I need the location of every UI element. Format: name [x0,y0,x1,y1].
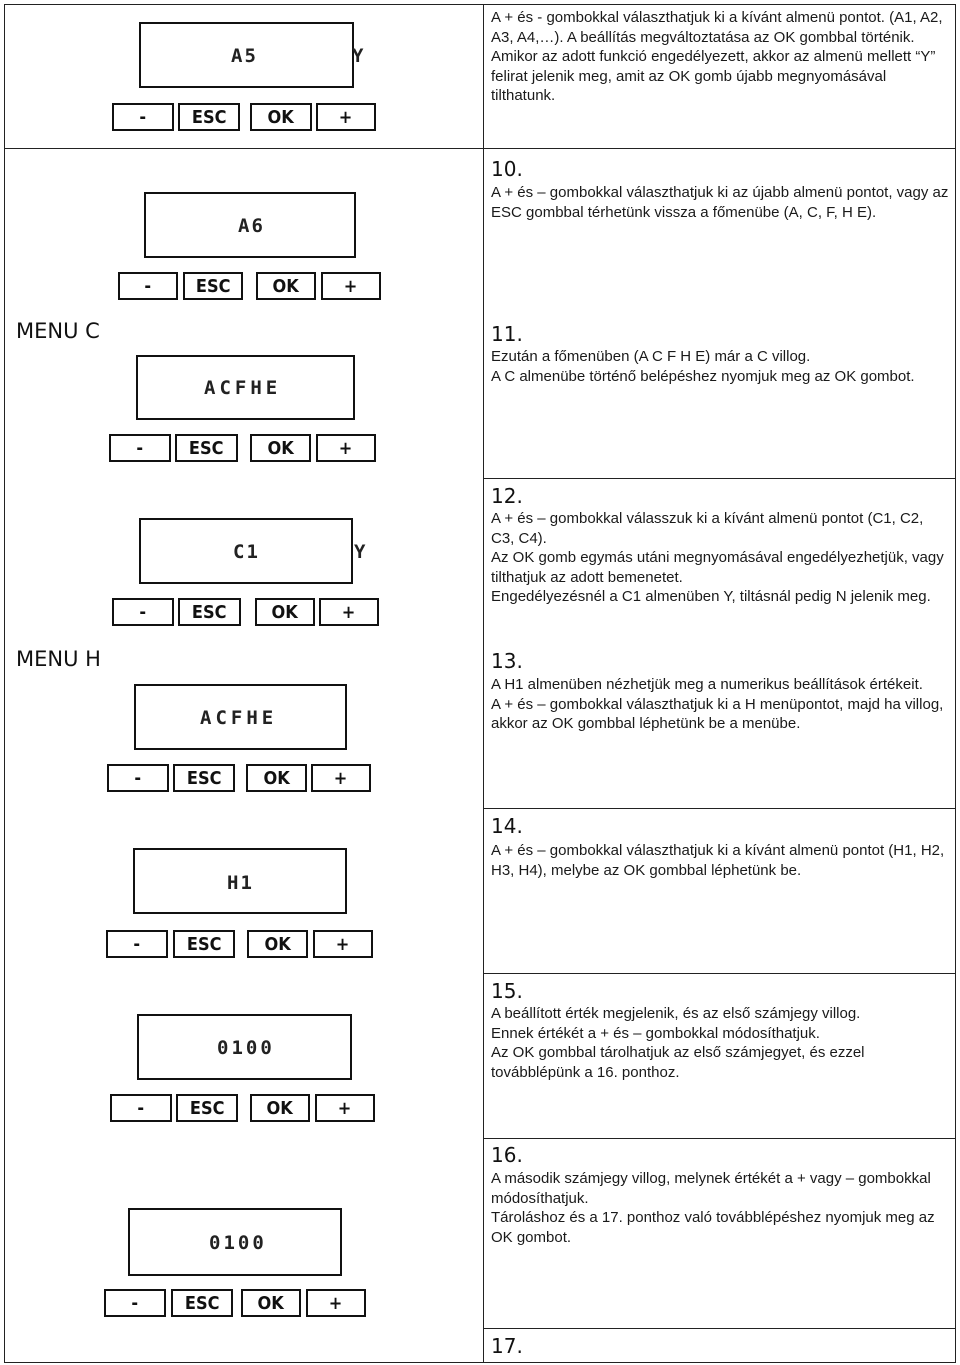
step-16-description [491,1169,949,1247]
minus-button[interactable]: - [107,764,169,792]
minus-button[interactable]: - [109,434,171,462]
lcd-readout: C1 Y [233,541,368,563]
row-divider [483,808,956,809]
row-divider [4,148,956,149]
esc-button[interactable]: ESC [171,1289,233,1317]
esc-button[interactable]: ESC [176,1094,238,1122]
paragraph: A + és – gombokkal választhatjuk ki a kívánt almenü pontot (H1, H2, H3, H4), melybe az OK gombbal léphetünk be. [491,842,945,879]
ok-button[interactable]: OK [256,272,316,300]
row-divider [483,1138,956,1139]
menu-h-heading: MENU H [16,647,101,671]
lcd-readout: H1 [227,872,254,894]
plus-button[interactable]: + [319,598,379,626]
step-number: 15. [491,979,523,1003]
paragraph: A C almenübe történő belépéshez nyomjuk meg az OK gombot. [491,367,915,385]
ok-button[interactable]: OK [247,930,308,958]
esc-button[interactable]: ESC [173,930,235,958]
plus-button[interactable]: + [321,272,381,300]
paragraph: Engedélyezésnél a C1 almenüben Y, tiltásnál pedig N jelenik meg. [491,588,931,605]
lcd-display [139,22,366,88]
column-divider [483,4,484,148]
step-13-description [491,675,949,734]
paragraph: Amikor az adott funkció engedélyezett, akkor az almenü mellett “Y” felirat jelenik meg, amit az OK gomb újabb megnyomásával tilthatunk. [491,48,936,104]
minus-button[interactable]: - [104,1289,166,1317]
paragraph: Az OK gomb egymás utáni megnyomásával engedélyezhetjük, vagy tilthatjuk az adott bemenetet. [491,549,944,586]
lcd-readout: 0100 [209,1232,267,1254]
minus-button[interactable]: - [118,272,178,300]
ok-button[interactable]: OK [250,1094,310,1122]
minus-button[interactable]: - [112,598,174,626]
esc-button[interactable]: ESC [173,764,235,792]
step-number: 13. [491,649,523,673]
column-divider [483,148,484,315]
paragraph: A + és – gombokkal válasszuk ki a kívánt almenü pontot (C1, C2, C3, C4). [491,510,924,547]
lcd-display [134,684,347,750]
step-number: 12. [491,484,523,508]
step-number: 17. [491,1334,523,1358]
column-divider [483,645,484,1363]
menu-c-heading: MENU C [16,319,100,343]
step-11-description [491,347,949,386]
minus-button[interactable]: - [110,1094,172,1122]
step-15-description [491,1004,949,1082]
lcd-display [137,1014,352,1080]
esc-button[interactable]: ESC [178,103,240,131]
row-divider [483,973,956,974]
lcd-readout: ACFHE [204,377,282,399]
paragraph: Tároláshoz és a 17. ponthoz való továbblépéshez nyomjuk meg az OK gombot. [491,1209,935,1246]
esc-button[interactable]: ESC [183,272,243,300]
step-a5-description [491,8,949,106]
lcd-readout: A5 Y [231,45,366,67]
lcd-readout: ACFHE [200,707,278,729]
plus-button[interactable]: + [315,1094,375,1122]
paragraph: A H1 almenüben nézhetjük meg a numerikus beállítások értékeit. [491,676,923,693]
row-divider [483,478,956,479]
lcd-display [144,192,356,258]
paragraph: A + és – gombokkal választhatjuk ki az újabb almenü pontot, vagy az ESC gombbal térhetünk vissza a főmenübe (A, C, F, H E). [491,184,949,221]
step-number: 16. [491,1143,523,1167]
step-10-description [491,183,949,222]
plus-button[interactable]: + [311,764,371,792]
paragraph: Ezután a főmenüben (A C F H E) már a C villog. [491,348,811,365]
lcd-readout: A6 [238,215,265,237]
ok-button[interactable]: OK [241,1289,301,1317]
step-number: 14. [491,814,523,838]
paragraph: A beállított érték megjelenik, és az első számjegy villog. [491,1005,861,1022]
paragraph: Az OK gombbal tárolhatjuk az első számjegyet, és ezzel továbblépünk a 16. ponthoz. [491,1044,865,1081]
ok-button[interactable]: OK [250,434,311,462]
ok-button[interactable]: OK [246,764,307,792]
esc-button[interactable]: ESC [178,598,241,626]
row-divider [483,1328,956,1329]
paragraph: A második számjegy villog, melynek értékét a + vagy – gombokkal módosíthatjuk. [491,1170,931,1207]
column-divider [483,315,484,645]
lcd-readout: 0100 [217,1037,275,1059]
lcd-display [128,1208,342,1276]
step-14-description [491,841,949,880]
plus-button[interactable]: + [306,1289,366,1317]
step-number: 10. [491,157,523,181]
paragraph: A + és – gombokkal választhatjuk ki a H menüpontot, majd ha villog, akkor az OK gombbal léphetünk be a menübe. [491,695,944,732]
paragraph: Ennek értékét a + és – gombokkal módosíthatjuk. [491,1024,820,1042]
ok-button[interactable]: OK [250,103,312,131]
minus-button[interactable]: - [106,930,168,958]
lcd-display [133,848,347,914]
plus-button[interactable]: + [316,103,376,131]
step-number: 11. [491,322,523,346]
plus-button[interactable]: + [316,434,376,462]
lcd-display [139,518,368,584]
esc-button[interactable]: ESC [175,434,238,462]
plus-button[interactable]: + [313,930,373,958]
paragraph: A + és - gombokkal választhatjuk ki a kívánt almenü pontot. (A1, A2, A3, A4,…). A beállítás megváltoztatása az OK gombbal történik. [491,9,943,46]
lcd-display [136,355,355,420]
step-12-description [491,509,949,607]
ok-button[interactable]: OK [255,598,315,626]
minus-button[interactable]: - [112,103,174,131]
